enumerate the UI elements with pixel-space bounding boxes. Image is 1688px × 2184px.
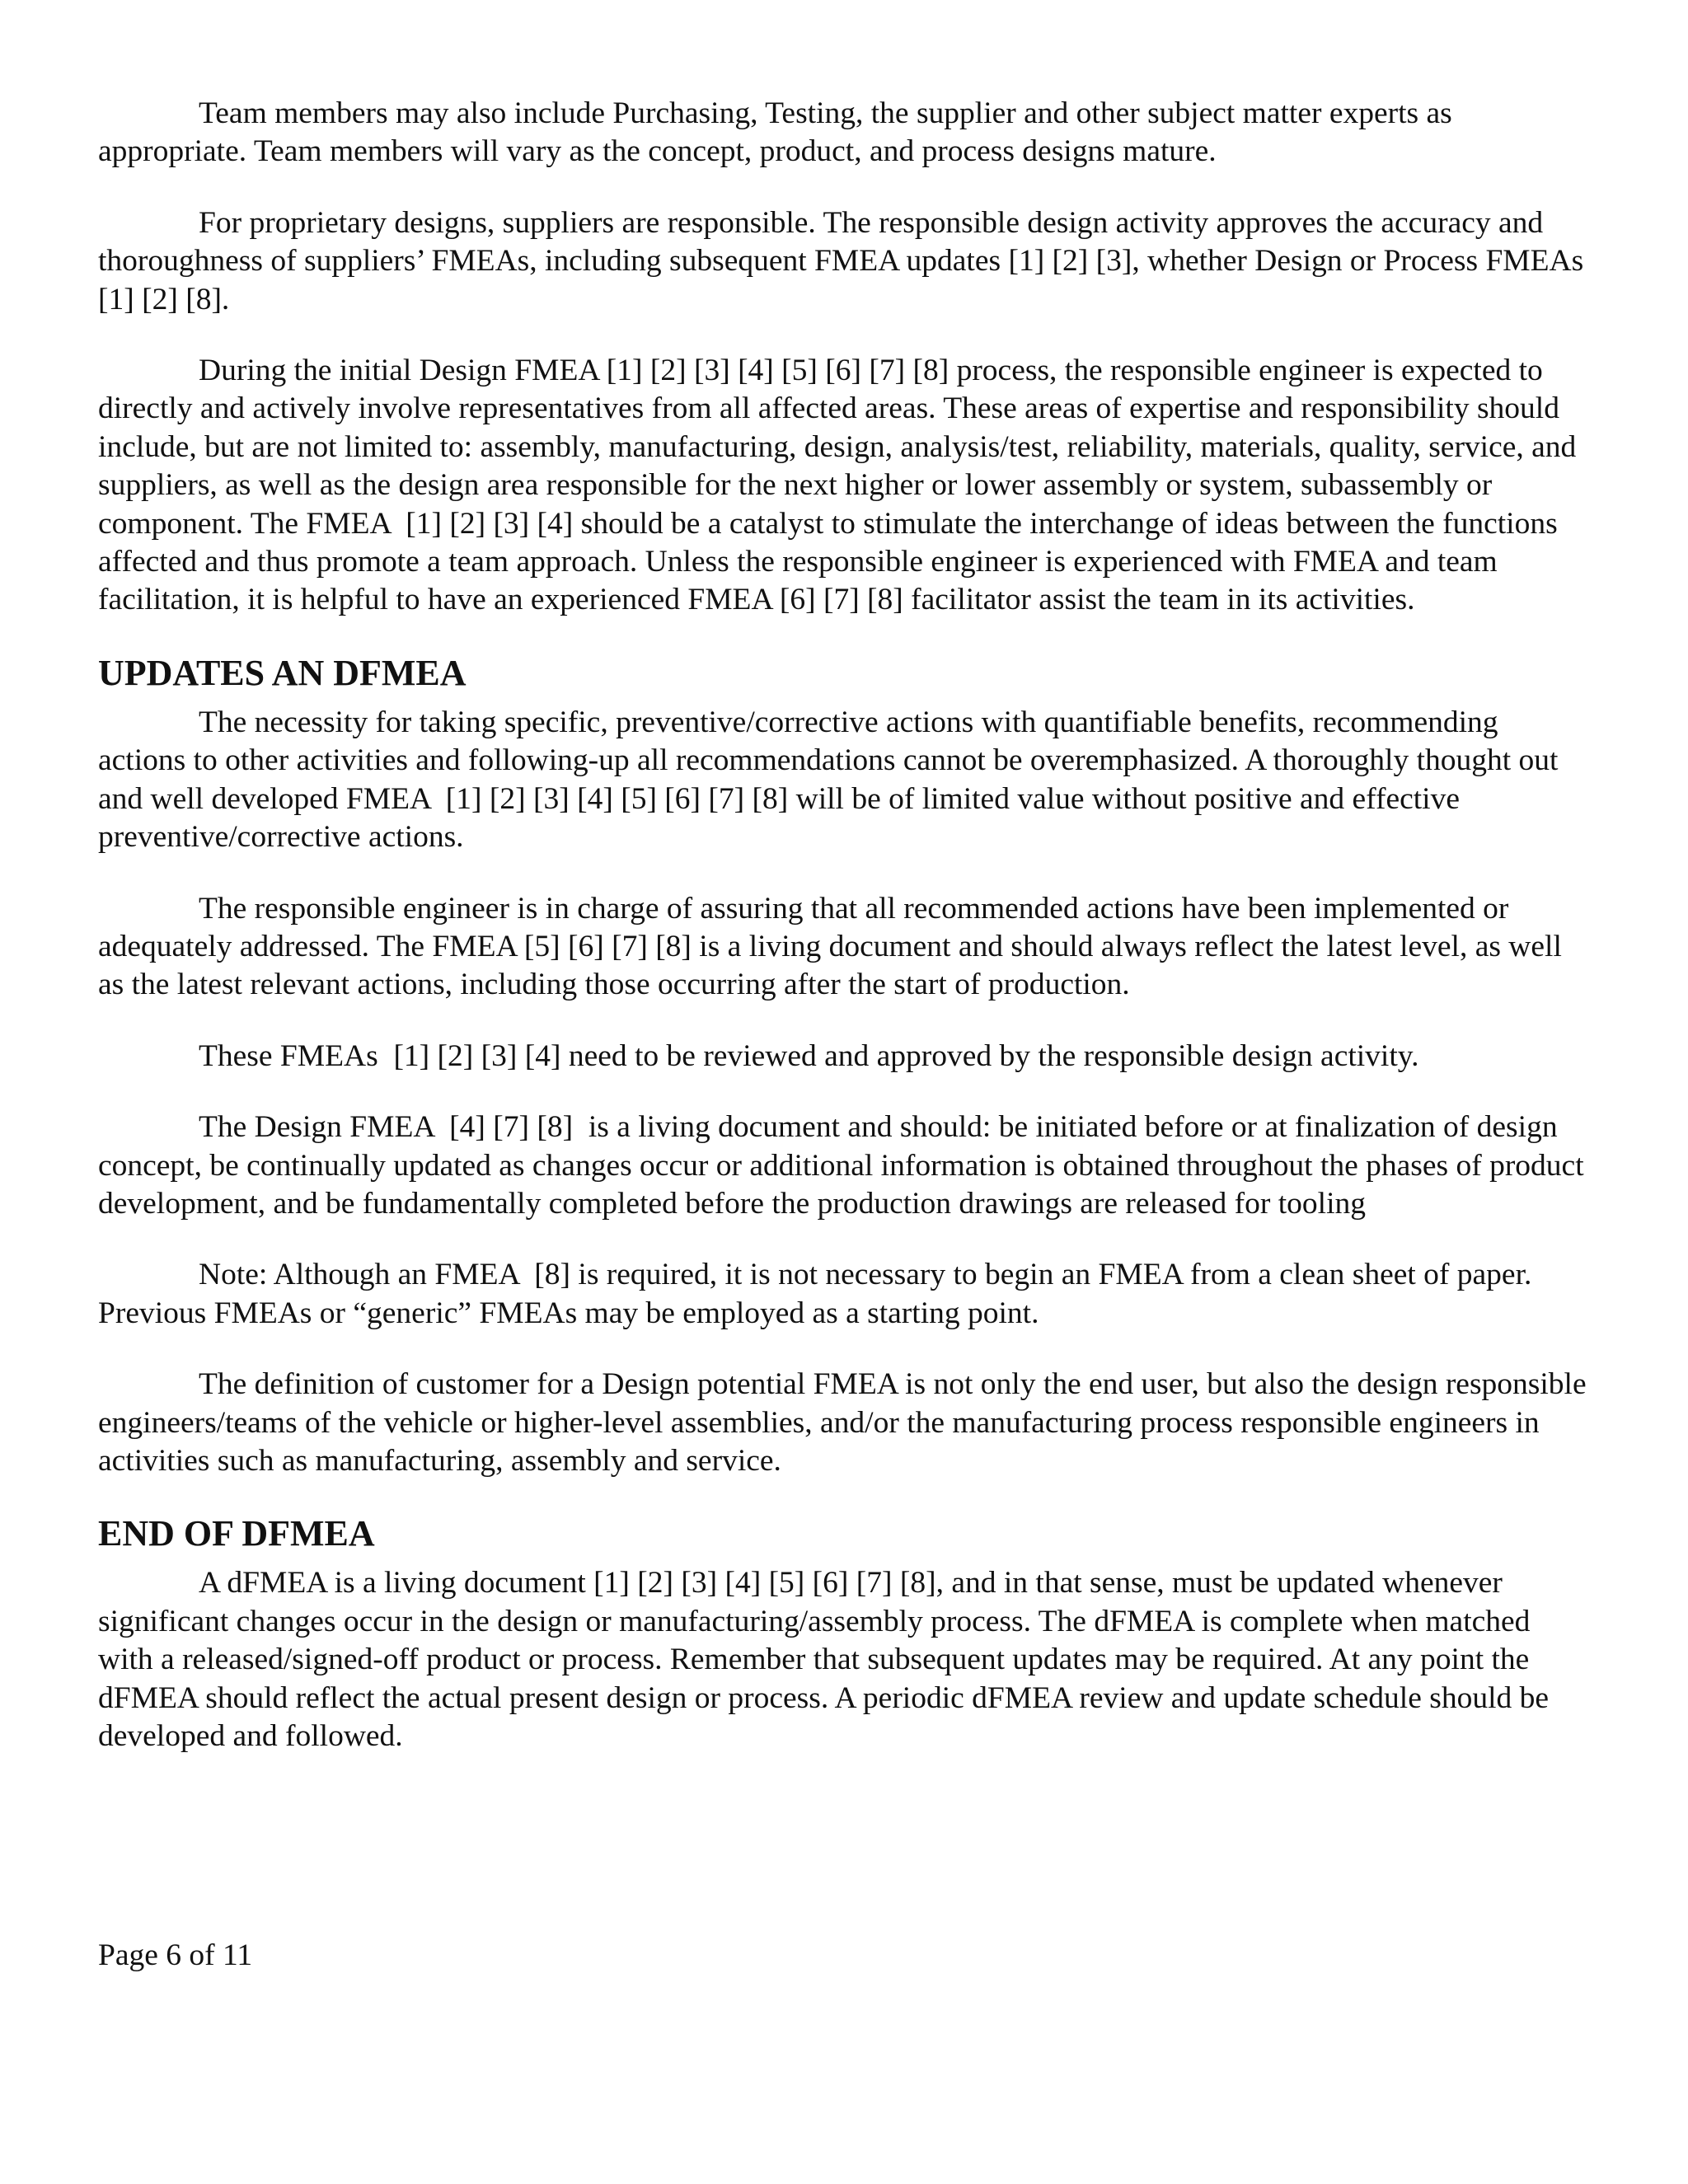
paragraph-responsible-engineer: The responsible engineer is in charge of assuring that all recommended actions have been implemented or adequately addressed. The FMEA [5] [6] [7] [8] is a living document and should always reflect the latest level, as well as the latest relevant actions, including those occurring after the start of production. — [98, 891, 1570, 1002]
paragraph-dfmea-living-document: A dFMEA is a living document [1] [2] [3] [4] [5] [6] [7] [8], and in that sense, must be updated whenever significant changes occur in the design or manufacturing/assembly process. The dFMEA is complete when matched with a released/signed-off product or process. Remember that subsequent updates may be required. At any point the dFMEA should reflect the actual present design or process. A periodic dFMEA review and update schedule should be developed and followed. — [98, 1566, 1557, 1753]
paragraph-team-members: Team members may also include Purchasing, Testing, the supplier and other subject matter experts as appropriate. Team members will vary as the concept, product, and process designs mature. — [98, 96, 1461, 169]
paragraph-customer-definition: The definition of customer for a Design potential FMEA is not only the end user, but also the design responsible engineers/teams of the vehicle or higher-level assemblies, and/or the manufacturing process responsible engineers in activities such as manufacturing, assembly and service. — [98, 1367, 1594, 1478]
page-number: Page 6 of 11 — [98, 1938, 253, 1972]
paragraph-preventive-actions: The necessity for taking specific, preventive/corrective actions with quantifiable benefits, recommending actions to other activities and following-up all recommendations cannot be overemphasized. A thoroughly thought out and well developed FMEA [1] [2] [3] [4] [5] [6] [7] [8] will be of limited value without positive and effective preventive/corrective actions. — [98, 705, 1566, 855]
paragraph-living-document: The Design FMEA [4] [7] [8] is a living document and should: be initiated before or at finalization of design concept, be continually updated as changes occur or additional information is obtained throughout the phases of product development, and be fundamentally completed before the production drawings are released for tooling — [98, 1110, 1592, 1221]
paragraph-note-generic-fmea: Note: Although an FMEA [8] is required, it is not necessary to begin an FMEA from a clean sheet of paper. Previous FMEAs or “generic” FMEAs may be employed as a starting point. — [98, 1258, 1540, 1330]
paragraph-initial-design-fmea: During the initial Design FMEA [1] [2] [3] [4] [5] [6] [7] [8] process, the responsible engineer is expected to directly and actively involve representatives from all affected areas. These areas of expertise and responsibility should include, but are not limited to: assembly, manufacturing, design, analysis/test, reliability, materials, quality, service, and suppliers, as well as the design area responsible for the next higher or lower assembly or system, subassembly or component. The FMEA [1] [2] [3] [4] should be a catalyst to stimulate the interchange of ideas between the functions affected and thus promote a team approach. Unless the responsible engineer is experienced with FMEA and team facilitation, it is helpful to have an experienced FMEA [6] [7] [8] facilitator assist the team in its activities. — [98, 354, 1584, 617]
document-body — [98, 95, 1594, 1788]
section-heading-updates: UPDATES AN DFMEA — [98, 652, 467, 693]
section-heading-end: END OF DFMEA — [98, 1513, 375, 1554]
paragraph-proprietary-designs: For proprietary designs, suppliers are responsible. The responsible design activity approves the accuracy and thoroughness of suppliers’ FMEAs, including subsequent FMEA updates [1] [2] [3], whether Design or Process FMEAs [1] [2] [8]. — [98, 205, 1592, 316]
paragraph-review-approval: These FMEAs [1] [2] [3] [4] need to be reviewed and approved by the responsible design activity. — [199, 1038, 1419, 1073]
